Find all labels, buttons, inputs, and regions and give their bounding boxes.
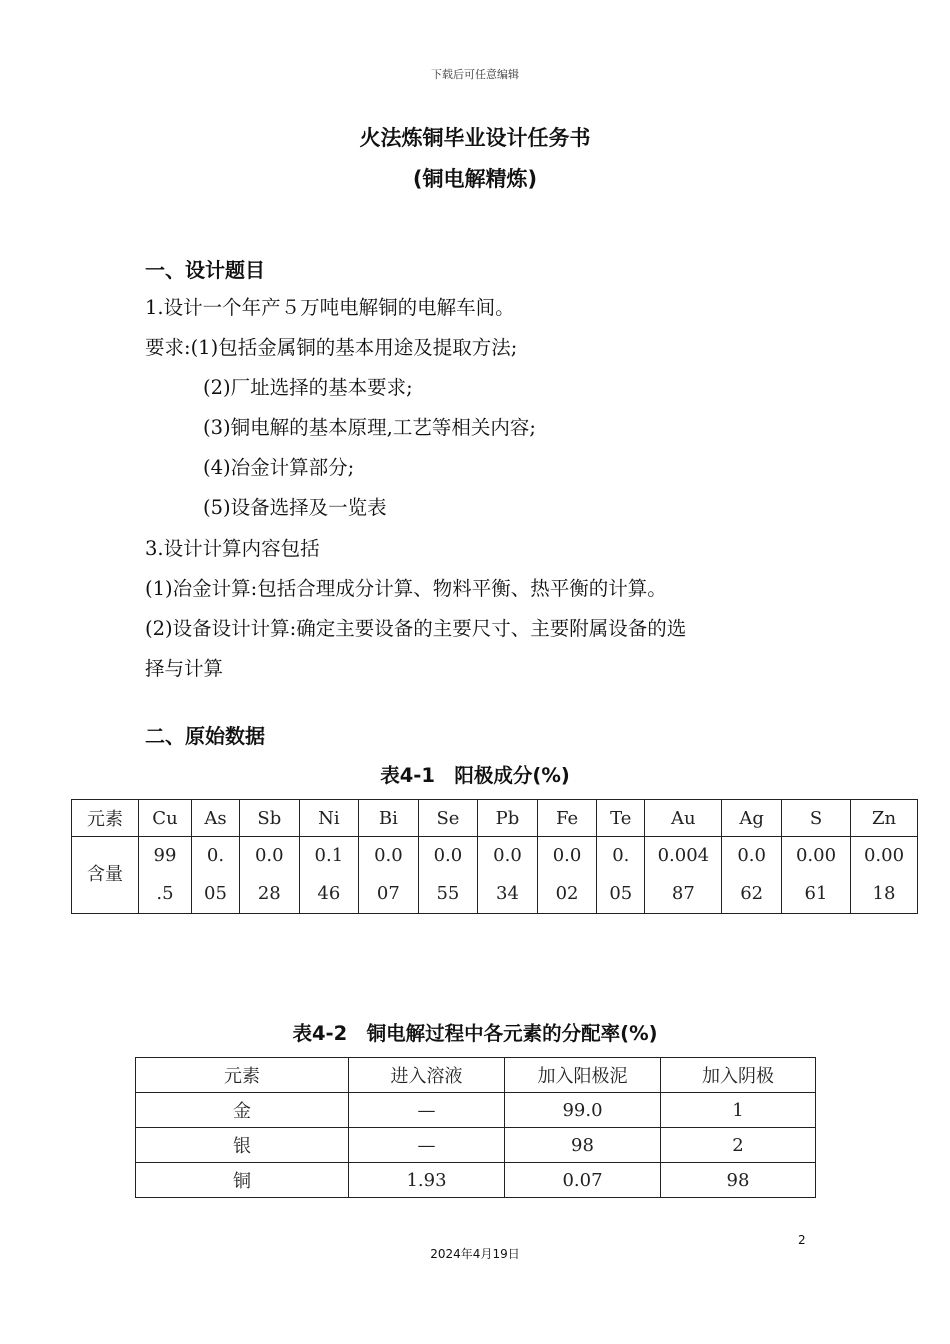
table-header-cell: 进入溶液: [349, 1058, 505, 1093]
table-cell: 0.00 61: [782, 837, 851, 914]
page-number: 2: [798, 1233, 806, 1247]
text-line: (4)冶金计算部分;: [203, 456, 355, 479]
table-cell: S: [782, 800, 851, 837]
text-line: (2)厂址选择的基本要求;: [203, 376, 413, 399]
table-cell: 1.93: [349, 1163, 505, 1198]
table-cell: Zn: [851, 800, 918, 837]
document-subtitle: (铜电解精炼): [412, 167, 538, 191]
text-line: (2)设备设计计算:确定主要设备的主要尺寸、主要附属设备的选: [145, 617, 687, 640]
table-row: [136, 1163, 816, 1198]
table-row-header: 含量: [72, 837, 139, 914]
table-cell: Bi: [359, 800, 419, 837]
table-cell: 0.004 87: [645, 837, 722, 914]
text-line: 3.设计计算内容包括: [145, 537, 320, 560]
table-header-cell: 加入阳极泥: [505, 1058, 661, 1093]
text-line: (5)设备选择及一览表: [203, 496, 387, 519]
table-cell: 99.0: [505, 1093, 661, 1128]
table-cell: 98: [661, 1163, 816, 1198]
table-cell: 0.0 07: [359, 837, 419, 914]
table-cell: 0.0 55: [418, 837, 478, 914]
table-row-header: 元素: [72, 800, 139, 837]
table1-caption: 表4-1 阳极成分(%): [380, 764, 570, 787]
table-cell: —: [349, 1128, 505, 1163]
table-cell: Ag: [722, 800, 782, 837]
table-header-cell: 加入阴极: [661, 1058, 816, 1093]
table-row: [72, 837, 918, 914]
table-cell: 1: [661, 1093, 816, 1128]
table2-caption: 表4-2 铜电解过程中各元素的分配率(%): [292, 1022, 658, 1045]
table-cell: 2: [661, 1128, 816, 1163]
text-line: 1.设计一个年产５万吨电解铜的电解车间。: [145, 296, 515, 319]
table-header-row: [136, 1058, 816, 1093]
table-row: [136, 1128, 816, 1163]
table-row: [136, 1093, 816, 1128]
table-cell: 金: [136, 1093, 349, 1128]
footer-date: 2024年4月19日: [430, 1247, 520, 1261]
document-title: 火法炼铜毕业设计任务书: [359, 126, 591, 150]
table-cell: 98: [505, 1128, 661, 1163]
table-cell: Sb: [240, 800, 300, 837]
table-cell: As: [191, 800, 239, 837]
table-cell: —: [349, 1093, 505, 1128]
table-cell: Au: [645, 800, 722, 837]
table-cell: 0.0 34: [478, 837, 538, 914]
text-line: (3)铜电解的基本原理,工艺等相关内容;: [203, 416, 536, 439]
table-cell: 0.0 02: [537, 837, 597, 914]
element-distribution-table: [135, 1057, 816, 1198]
table-cell: Ni: [299, 800, 359, 837]
table-row: [72, 800, 918, 837]
section-heading-raw-data: 二、原始数据: [145, 724, 265, 748]
table-cell: Pb: [478, 800, 538, 837]
anode-composition-table: [71, 799, 918, 914]
table-cell: 0.0 28: [240, 837, 300, 914]
table-cell: Te: [597, 800, 645, 837]
text-line: (1)冶金计算:包括合理成分计算、物料平衡、热平衡的计算。: [145, 577, 667, 600]
section-heading-design-topic: 一、设计题目: [145, 258, 265, 282]
table-cell: 铜: [136, 1163, 349, 1198]
table-cell: 0.07: [505, 1163, 661, 1198]
table-cell: Fe: [537, 800, 597, 837]
table-cell: 银: [136, 1128, 349, 1163]
table-header-cell: 元素: [136, 1058, 349, 1093]
page-header-note: 下载后可任意编辑: [431, 68, 519, 81]
table-cell: Se: [418, 800, 478, 837]
table-cell: 0.0 62: [722, 837, 782, 914]
text-line: 择与计算: [145, 657, 224, 680]
table-cell: 0.1 46: [299, 837, 359, 914]
table-cell: 0. 05: [191, 837, 239, 914]
table-cell: 0. 05: [597, 837, 645, 914]
table-cell: Cu: [139, 800, 192, 837]
table-cell: 0.00 18: [851, 837, 918, 914]
table-cell: 99 .5: [139, 837, 192, 914]
text-line: 要求:(1)包括金属铜的基本用途及提取方法;: [145, 336, 518, 359]
